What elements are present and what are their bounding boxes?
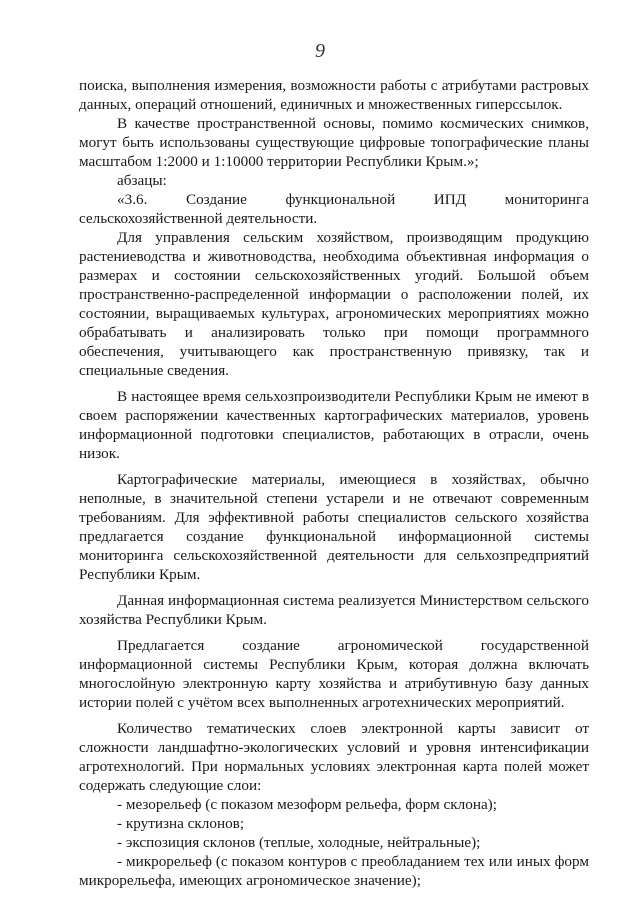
paragraph: Количество тематических слоев электронной карты зависит от сложности ландшафтно-экологических условий и уровня интенсификации агротехнологий. При нормальных условиях электронная карта полей может содержать следующие слои: [79,720,589,794]
paragraph: абзацы: [117,172,167,189]
paragraph: Предлагается создание агрономической государственной информационной системы Республики Крым, которая должна включать многослойную электронную карту хозяйства и атрибутивную базу данных истории полей с учётом всех выполненных агротехнических мероприятий. [79,637,589,711]
document-body [79,76,589,890]
list-item: - микрорельеф (с показом контуров с преобладанием тех или иных форм микрорельефа, имеющих агрономическое значение); [79,853,589,889]
paragraph: поиска, выполнения измерения, возможности работы с атрибутами растровых данных, операций отношений, единичных и множественных гиперссылок. [79,77,589,113]
page-number: 9 [315,40,325,62]
list-item: - мезорельеф (с показом мезоформ рельефа, форм склона); [117,796,497,813]
paragraph: В настоящее время сельхозпроизводители Республики Крым не имеют в своем распоряжении качественных картографических материалов, уровень информационной подготовки специалистов, работающих в отрасли, очень низок. [79,388,589,462]
section-heading: «3.6. Создание функциональной ИПД мониторинга сельскохозяйственной деятельности. [79,191,589,227]
paragraph: Данная информационная система реализуется Министерством сельского хозяйства Республики Крым. [79,592,589,628]
list-item: - экспозиция склонов (теплые, холодные, нейтральные); [117,834,481,851]
paragraph: В качестве пространственной основы, помимо космических снимков, могут быть использованы существующие цифровые топографические планы масштабом 1:2000 и 1:10000 территории Республики Крым.»; [79,115,589,170]
paragraph: Картографические материалы, имеющиеся в хозяйствах, обычно неполные, в значительной степени устарели и не отвечают современным требованиям. Для эффективной работы специалистов сельского хозяйства предлагается создание функциональной информационной системы мониторинга сельскохозяйственной деятельности для сельхозпредприятий Республики Крым. [79,471,589,583]
paragraph: Для управления сельским хозяйством, производящим продукцию растениеводства и животноводства, необходима объективная информация о размерах и состоянии сельскохозяйственных угодий. Большой объем пространственно-распределенной информации о расположении полей, их состоянии, выращиваемых культурах, агрономических мероприятиях можно обрабатывать и анализировать только при помощи программного обеспечения, учитывающего как пространственную привязку, так и специальные сведения. [79,229,589,379]
list-item: - крутизна склонов; [117,815,245,832]
